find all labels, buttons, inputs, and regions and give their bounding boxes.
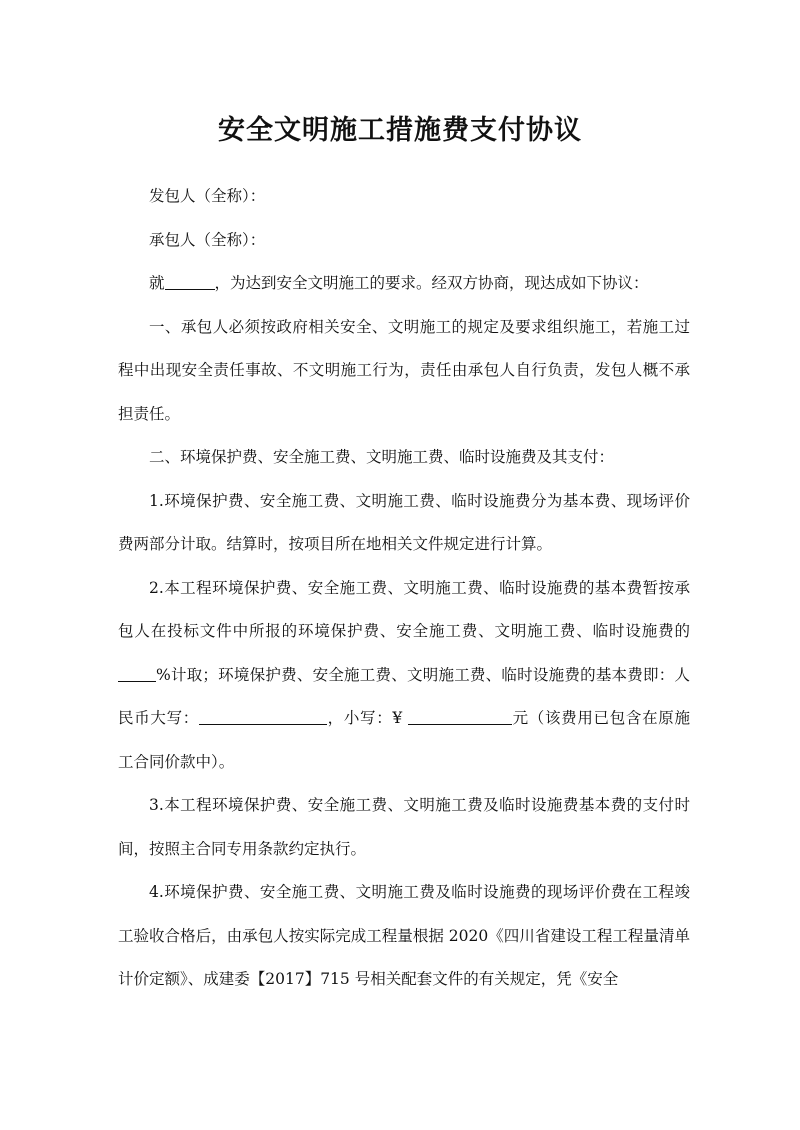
document-title: 安全文明施工措施费支付协议 xyxy=(218,115,582,146)
intro-suffix: ，为达到安全文明施工的要求。经双方协商，现达成如下协议： xyxy=(214,274,649,292)
employer-line: 发包人（全称）： xyxy=(149,187,266,205)
intro-prefix: 就 xyxy=(149,274,165,292)
contractor-line: 承包人（全称）： xyxy=(149,230,266,249)
item-2-paragraph xyxy=(118,567,690,785)
item-1-paragraph: 1.环境保护费、安全施工费、文明施工费、临时设施费分为基本费、现场评价费两部分计取。结算时，按项目所在地相关文件规定进行计算。 xyxy=(118,491,690,553)
item-4-paragraph: 4.环境保护费、安全施工费、文明施工费及临时设施费的现场评价费在工程竣工验收合格后，由承包人按实际完成工程量根据 2020《四川省建设工程工程量清单计价定额》、成建委【2017】715 号相关配套文件的有关规定，凭《安全 xyxy=(118,883,690,988)
item-2-part-4: 元（该费用已包含在原施工合同价款中）。 xyxy=(118,709,690,771)
item-2-part-1: 2.本工程环境保护费、安全施工费、文明施工费、临时设施费的基本费暂按承包人在投标文件中所报的环境保护费、安全施工费、文明施工费、临时设施费的 xyxy=(118,578,690,640)
section-1-paragraph: 一、承包人必须按政府相关安全、文明施工的规定及要求组织施工，若施工过程中出现安全责任事故、不文明施工行为，责任由承包人自行负责，发包人概不承担责任。 xyxy=(118,317,690,423)
project-name-blank[interactable] xyxy=(165,274,215,291)
item-3-paragraph: 3.本工程环境保护费、安全施工费、文明施工费及临时设施费基本费的支付时间，按照主合同专用条款约定执行。 xyxy=(118,796,690,858)
amount-uppercase-blank[interactable] xyxy=(199,709,327,726)
section-2-heading: 二、环境保护费、安全施工费、文明施工费、临时设施费及其支付： xyxy=(149,448,615,466)
document-body xyxy=(118,175,690,1002)
item-2-part-3: ，小写：¥ xyxy=(326,709,408,727)
intro-paragraph xyxy=(118,262,690,306)
amount-numeric-blank[interactable] xyxy=(408,709,512,726)
item-2-part-2: %计取；环境保护费、安全施工费、文明施工费、临时设施费的基本费即：人民币大写： xyxy=(118,665,690,727)
percentage-blank[interactable] xyxy=(118,665,156,682)
